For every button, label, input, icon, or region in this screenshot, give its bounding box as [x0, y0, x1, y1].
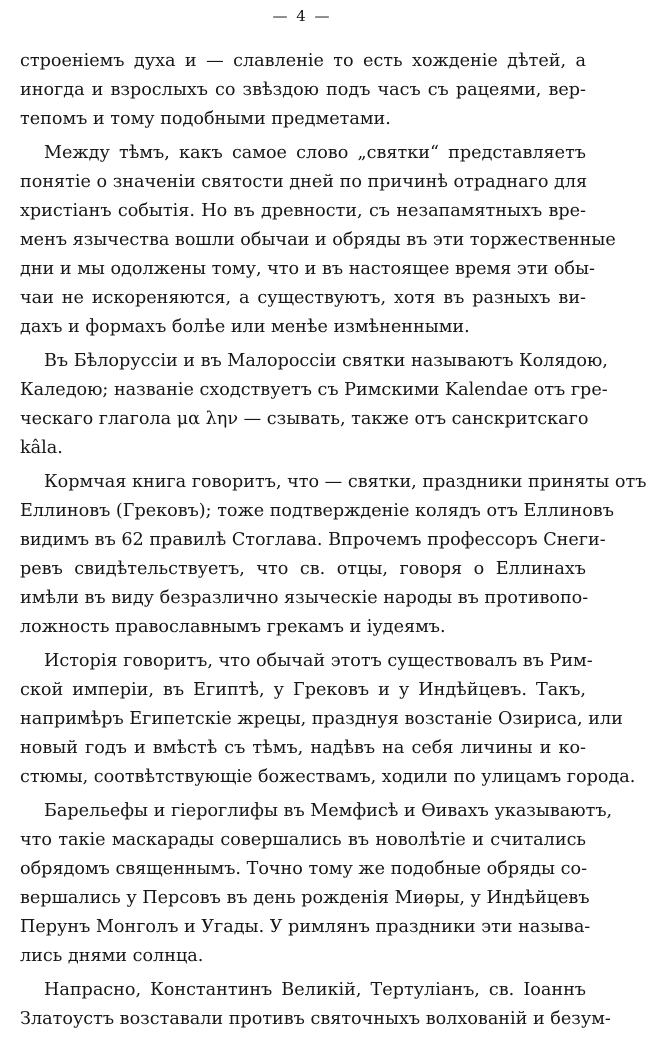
page-number: — 4 —: [272, 7, 332, 25]
text-line: ской имперіи, въ Египтѣ, у Грековъ и у Индѣйцевъ. Такъ,: [20, 680, 586, 700]
text-line: Еллиновъ (Грековъ); тоже подтвержденіе колядъ отъ Еллиновъ: [20, 501, 614, 521]
text-line: Златоустъ возставали противъ святочныхъ волхованій и безум-: [20, 1009, 611, 1029]
text-line: стюмы, соотвѣтствующіе божествамъ, ходили по улицамъ города.: [20, 767, 636, 787]
text-line: Напрасно, Константинъ Великій, Тертуліанъ, св. Іоаннъ: [44, 980, 586, 1000]
text-line: тепомъ и тому подобными предметами.: [20, 109, 391, 129]
text-line: менъ язычества вошли обычаи и обряды въ эти торжественные: [20, 230, 616, 250]
text-line: Между тѣмъ, какъ самое слово „святки“ представляетъ: [44, 143, 586, 163]
text-line: ревъ свидѣтельствуетъ, что св. отцы, говоря о Еллинахъ: [20, 559, 586, 579]
text-line: христіанъ событія. Но въ древности, съ незапамятныхъ вре-: [20, 201, 586, 221]
text-line: видимъ въ 62 правилѣ Стоглава. Впрочемъ профессоръ Снеги-: [20, 530, 606, 550]
text-line: kâla.: [20, 438, 63, 458]
text-line: вершались у Персовъ въ день рожденія Миѳры, у Индѣйцевъ: [20, 888, 590, 908]
text-line: иногда и взрослыхъ со звѣздою подъ часъ съ рацеями, вер-: [20, 80, 586, 100]
text-line: дахъ и формахъ болѣе или менѣе измѣненными.: [20, 317, 470, 337]
text-line: чаи не искореняются, а существуютъ, хотя въ разныхъ ви-: [20, 288, 586, 308]
text-line: Барельефы и гіероглифы въ Мемфисѣ и Ѳивахъ указываютъ,: [44, 801, 613, 821]
text-line: напримѣръ Египетскіе жрецы, празднуя возстаніе Озириса, или: [20, 709, 623, 729]
text-line: ложность православнымъ грекамъ и іудеямъ.: [20, 617, 446, 637]
text-line: Перунъ Монголъ и Угады. У римлянъ праздники эти называ-: [20, 917, 591, 937]
text-line: ческаго глагола μα λην — сзывать, также отъ санскритскаго: [20, 409, 589, 429]
text-line: имѣли въ виду безразлично языческіе народы въ противопо-: [20, 588, 589, 608]
text-line: новый годъ и вмѣстѣ съ тѣмъ, надѣвъ на себя личины и ко-: [20, 738, 586, 758]
text-line: Исторія говоритъ, что обычай этотъ существовалъ въ Рим-: [44, 651, 593, 671]
text-line: Каледою; названіе сходствуетъ съ Римскими Kalendae отъ гре-: [20, 380, 608, 400]
text-line: обрядомъ священнымъ. Точно тому же подобные обряды со-: [20, 859, 588, 879]
text-line: строеніемъ духа и — славленіе то есть хожденіе дѣтей, а: [20, 51, 586, 71]
text-line: Кормчая книга говоритъ, что — святки, праздники приняты отъ: [44, 472, 646, 492]
text-line: понятіе о значеніи святости дней по причинѣ отраднаго для: [20, 172, 588, 192]
text-line: что такіе маскарады совершались въ новолѣтіе и считались: [20, 830, 586, 850]
text-line: лись днями солнца.: [20, 946, 204, 966]
text-line: Въ Бѣлоруссіи и въ Малороссіи святки называютъ Колядою,: [44, 351, 608, 371]
text-line: дни и мы одолжены тому, что и въ настоящее время эти обы-: [20, 259, 595, 279]
